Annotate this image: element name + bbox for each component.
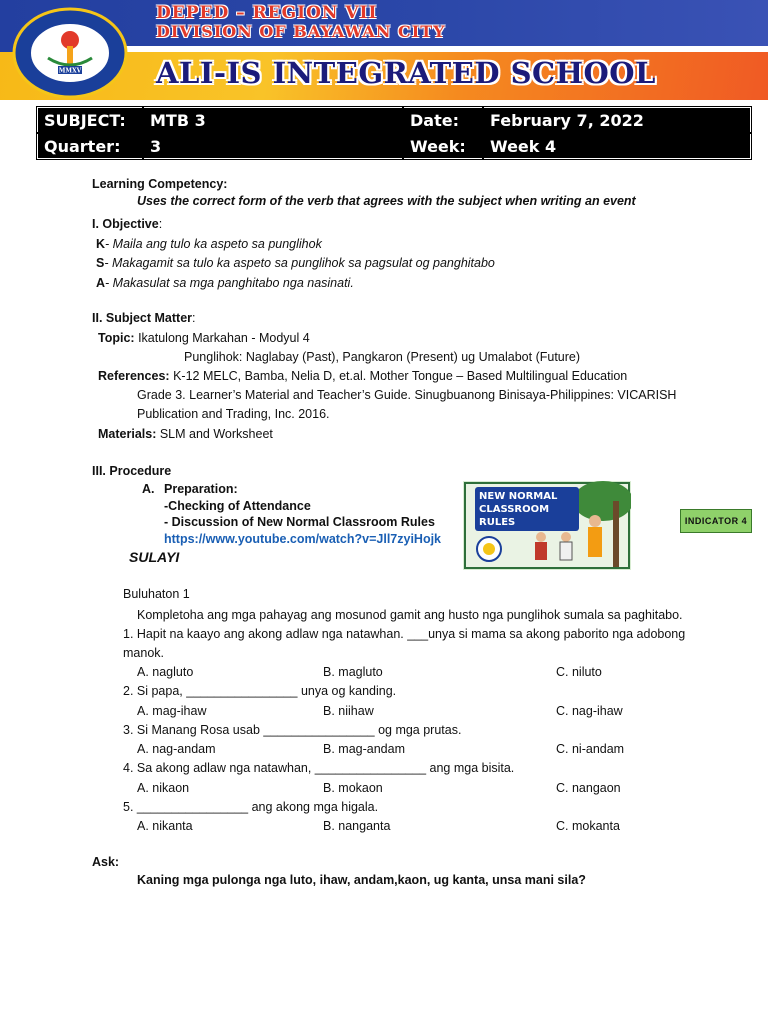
division-title: DIVISION OF BAYAWAN CITY <box>156 22 446 41</box>
subject-label: SUBJECT: <box>37 107 143 133</box>
question-4: 4. Sa akong adlaw nga natawhan, ________________ ang mga bisita. <box>123 761 515 775</box>
deped-region-title: DEPED – REGION VII <box>156 3 378 23</box>
competency-label: Learning Competency: <box>92 177 228 191</box>
quarter-label: Quarter: <box>37 133 143 159</box>
week-label: Week: <box>403 133 483 159</box>
info-row-2 <box>37 133 751 159</box>
q5-option-a: A. nikanta <box>137 819 193 833</box>
info-row-1 <box>37 107 751 133</box>
question-1: 1. Hapit na kaayo ang akong adlaw nga natawhan. ___unya si mama sa akong paborito nga adobong <box>123 627 686 641</box>
svg-text:MMXV: MMXV <box>58 67 82 75</box>
references-line-2: Grade 3. Learner’s Material and Teacher’s Guide. Sinugbuanong Binisaya-Philippines: VICARISH <box>137 388 677 402</box>
activity-instruction: Kompletoha ang mga pahayag ang mosunod gamit ang husto nga punglihok sumala sa paghitabo. <box>137 608 683 622</box>
question-5: 5. ________________ ang akong mga higala. <box>123 800 379 814</box>
lesson-info-table <box>36 106 752 160</box>
preparation-label: A. <box>142 482 155 496</box>
date-value: February 7, 2022 <box>483 107 751 133</box>
q3-option-b: B. mag-andam <box>323 742 405 756</box>
header-white-stripe <box>119 46 768 52</box>
poster-line-2: CLASSROOM <box>479 504 550 515</box>
q4-option-c: C. nangaon <box>556 781 621 795</box>
youtube-link[interactable]: https://www.youtube.com/watch?v=Jll7zyiHojk <box>164 532 442 546</box>
q5-option-c: C. mokanta <box>556 819 620 833</box>
subject-value: MTB 3 <box>143 107 403 133</box>
references-line-3: Publication and Trading, Inc. 2016. <box>137 407 330 421</box>
date-label: Date: <box>403 107 483 133</box>
poster-line-3: RULES <box>479 517 516 528</box>
school-name-title: ALI-IS INTEGRATED SCHOOL <box>156 56 656 90</box>
question-1-cont: manok. <box>123 646 164 660</box>
ask-label: Ask: <box>92 855 120 869</box>
indicator-badge: INDICATOR 4 <box>680 509 752 533</box>
q2-option-b: B. niihaw <box>323 704 374 718</box>
objective-heading: I. Objective: <box>92 217 163 231</box>
school-seal-logo <box>8 6 128 100</box>
quarter-value: 3 <box>143 133 403 159</box>
school-header-banner <box>0 0 768 100</box>
objective-k: K- Maila ang tulo ka aspeto sa punglihok <box>96 237 322 251</box>
objective-a: A- Makasulat sa mga panghitabo nga nasinati. <box>96 276 354 290</box>
q5-option-b: B. nanganta <box>323 819 391 833</box>
q2-option-c: C. nag-ihaw <box>556 704 623 718</box>
q3-option-c: C. ni-andam <box>556 742 625 756</box>
q4-option-a: A. nikaon <box>137 781 190 795</box>
q3-option-a: A. nag-andam <box>137 742 216 756</box>
subject-matter-heading: II. Subject Matter: <box>92 311 196 325</box>
q4-option-b: B. mokaon <box>323 781 383 795</box>
preparation-title: Preparation: <box>164 482 238 496</box>
q1-option-c: C. niluto <box>556 665 602 679</box>
q1-option-b: B. magluto <box>323 665 383 679</box>
new-normal-poster-image <box>463 481 631 570</box>
materials-line: Materials: SLM and Worksheet <box>98 427 273 441</box>
q2-option-a: A. mag-ihaw <box>137 704 207 718</box>
references-line: References: K-12 MELC, Bamba, Nelia D, et.al. Mother Tongue – Based Multilingual Education <box>98 369 628 383</box>
competency-text: Uses the correct form of the verb that agrees with the subject when writing an event <box>137 194 636 208</box>
q1-option-a: A. nagluto <box>137 665 194 679</box>
question-3: 3. Si Manang Rosa usab ________________ og mga prutas. <box>123 723 462 737</box>
question-2: 2. Si papa, ________________ unya og kanding. <box>123 684 397 698</box>
procedure-heading: III. Procedure <box>92 464 172 478</box>
topic-line-2: Punglihok: Naglabay (Past), Pangkaron (Present) ug Umalabot (Future) <box>184 350 581 364</box>
topic-line: Topic: Ikatulong Markahan - Modyul 4 <box>98 331 310 345</box>
objective-s: S- Makagamit sa tulo ka aspeto sa punglihok sa pagsulat og panghitabo <box>96 256 495 270</box>
rules-item: - Discussion of New Normal Classroom Rules <box>164 515 435 529</box>
sulayi-label: SULAYI <box>129 549 180 565</box>
week-value: Week 4 <box>483 133 751 159</box>
activity-title: Buluhaton 1 <box>123 587 190 601</box>
poster-line-1: NEW NORMAL <box>479 491 558 502</box>
ask-question: Kaning mga pulonga nga luto, ihaw, andam,kaon, ug kanta, unsa mani sila? <box>137 873 586 887</box>
attendance-item: -Checking of Attendance <box>164 499 311 513</box>
